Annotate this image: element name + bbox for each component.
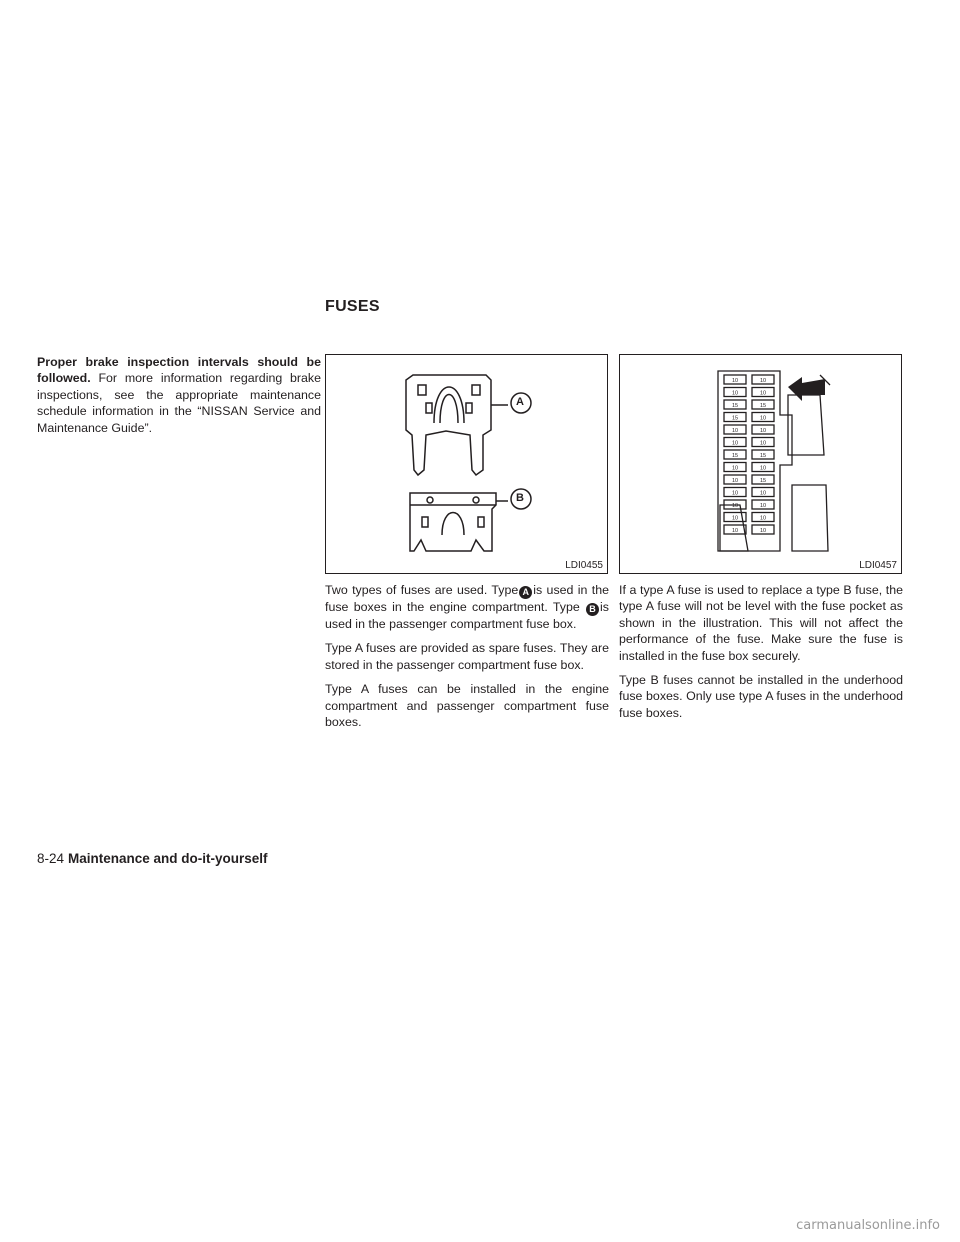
fuse-box-illustration xyxy=(620,355,903,575)
fuse-types-figure xyxy=(325,354,608,574)
figure-code-a: LDI0455 xyxy=(565,560,603,571)
fuse-types-illustration xyxy=(326,355,609,575)
fuse-cell-value: 10 xyxy=(759,428,767,434)
watermark: carmanualsonline.info xyxy=(796,1218,940,1233)
left-column xyxy=(37,354,321,444)
fuse-cell-value: 15 xyxy=(731,453,739,459)
fuse-cell-value: 10 xyxy=(731,390,739,397)
callout-a-label: A xyxy=(516,396,524,408)
fuse-cell-value: 15 xyxy=(759,453,767,459)
fuse-types-paragraph xyxy=(325,582,609,632)
fuse-cell-value: 10 xyxy=(731,503,739,509)
fuse-cell-value: 15 xyxy=(731,415,739,422)
fuse-cells xyxy=(724,375,774,534)
fuse-box-figure xyxy=(619,354,902,574)
fuse-cell-value: 10 xyxy=(759,465,767,472)
chapter-title: Maintenance and do-it-yourself xyxy=(68,851,268,866)
fuse-cell-value: 15 xyxy=(759,478,767,484)
section-title: FUSES xyxy=(325,298,380,315)
right-column xyxy=(619,582,903,729)
fuse-types-text-2: is used in the fuse boxes in the engine compartment. Type xyxy=(325,583,609,614)
fuse-cell-value: 10 xyxy=(731,428,739,434)
callout-b-label: B xyxy=(516,492,524,504)
fuse-cell-value: 10 xyxy=(731,515,739,522)
brake-lead: Proper brake inspection intervals should be followed. xyxy=(37,355,321,386)
page-number: 8-24 xyxy=(37,851,65,866)
fuse-cell-value: 10 xyxy=(759,528,767,534)
fuse-cell-value: 10 xyxy=(731,490,739,497)
brake-text: For more information regarding brake inspections, see the appropriate maintenance schedule information in the “NISSAN Service and Maintenance Guide”. xyxy=(37,371,321,435)
callout-a-icon: A xyxy=(519,586,532,599)
middle-column xyxy=(325,582,609,738)
fuse-cell-value: 15 xyxy=(759,403,767,409)
fuse-cell-value: 10 xyxy=(731,478,739,484)
fuse-cell-value: 10 xyxy=(731,378,739,384)
fuse-types-text-3: is used in the passenger compartment fuse box. xyxy=(325,600,609,631)
fuse-cell-value: 10 xyxy=(759,415,767,422)
fuse-types-text-1: Two types of fuses are used. Type xyxy=(325,583,519,597)
figure-code-b: LDI0457 xyxy=(859,560,897,571)
fuse-cell-value: 10 xyxy=(759,490,767,497)
underhood-paragraph: Type B fuses cannot be installed in the underhood fuse boxes. Only use type A fuses in the underhood fuse boxes. xyxy=(619,673,903,720)
fuse-cell-value: 15 xyxy=(731,403,739,409)
fuse-cell-value: 10 xyxy=(759,503,767,509)
fuse-cell-value: 10 xyxy=(759,378,767,384)
replace-paragraph: If a type A fuse is used to replace a type B fuse, the type A fuse will not be level with the fuse pocket as shown in the illustration. This will not affect the performance of the fuse. Make sure the fuse is installed in the fuse box securely. xyxy=(619,583,903,663)
fuse-cell-value: 10 xyxy=(759,440,767,447)
brake-paragraph xyxy=(37,354,321,436)
fuse-cell-value: 10 xyxy=(759,515,767,522)
fuse-cell-value: 10 xyxy=(731,440,739,447)
install-paragraph: Type A fuses can be installed in the engine compartment and passenger compartment fuse boxes. xyxy=(325,682,609,730)
fuse-cell-value: 10 xyxy=(759,390,767,397)
fuse-cell-value: 10 xyxy=(731,528,739,534)
fuse-cell-value: 10 xyxy=(731,465,739,472)
spare-fuses-paragraph: Type A fuses are provided as spare fuses. They are stored in the passenger compartment fuse box. xyxy=(325,641,609,672)
page-footer xyxy=(37,851,268,866)
callout-b-icon: B xyxy=(586,603,599,616)
